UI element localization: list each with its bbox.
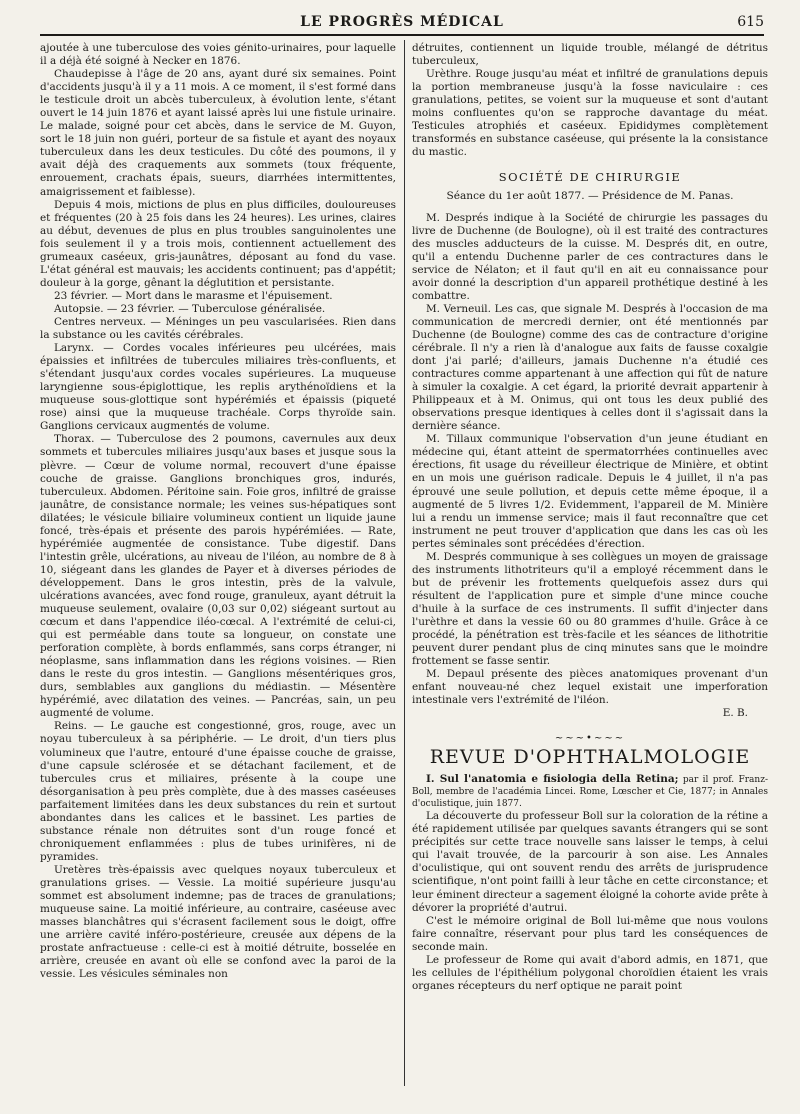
paragraph: M. Després indique à la Société de chirurgie les passages du livre de Duchenne (de Boulogne), où il est traité des contractures des muscles adducteurs de la cuisse. M. Després dit, en outre, qu'il a entendu Duchenne parler de ces contractures dans le service de Nélaton; et il faut qu'il en ait eu connaissance pour avoir donné la description d'un appareil prothétique destiné à les combattre. bbox=[412, 211, 768, 302]
left-column bbox=[40, 42, 396, 1108]
paragraph: M. Verneuil. Les cas, que signale M. Després à l'occasion de ma communication de mercredi dernier, ont été mentionnés par Duchenne (de Boulogne) comme des cas de contracture d'origine cérébrale. Il n'y a rien là d'analogue aux faits de fausse coxalgie dont j'ai parlé; d'ailleurs, jamais Duchenne n'a étudié ces contractures comme appartenant à une affection qui fût de nature à simuler la coxalgie. A cet égard, la priorité devrait appartenir à Philippeaux et à M. Onimus, qui ont tous les deux publié des observations presque identiques à celles dont il s'agissait dans la dernière séance. bbox=[412, 302, 768, 433]
journal-title: LE PROGRÈS MÉDICAL bbox=[300, 14, 504, 30]
paragraph: M. Tillaux communique l'observation d'un jeune étudiant en médecine qui, étant atteint de spermatorrhées continuelles avec érections, fit usage du réveilleur électrique de Minière, et obtint en un mois une guérison radicale. Depuis le 4 juillet, il n'a pas éprouvé une seule pollution, et depuis cette même époque, il a augmenté de 5 livres 1/2. Evidemment, l'appareil de M. Minière lui a rendu un immense service; mais il faut reconnaître que cet instrument ne peut trouver d'application que dans les cas où les pertes séminales sont précédées d'érection. bbox=[412, 433, 768, 550]
paragraph: Thorax. — Tuberculose des 2 poumons, cavernules aux deux sommets et tubercules miliaires jusqu'aux bases et jusque sous la plèvre. — Cœur de volume normal, recouvert d'une épaisse couche de graisse. Ganglions bronchiques gros, indurés, tuberculeux. Abdomen. Péritoine sain. Foie gros, infiltré de graisse jaunâtre, de consistance normale; les veines sus-hépatiques sont dilatées; le vésicule biliaire volumineux contient un liquide jaune foncé, très-épais et présente des parois hypérémiées. — Rate, hypérémiée augmentée de consistance. Tube digestif. Dans l'intestin grêle, ulcérations, au niveau de l'iléon, au nombre de 8 à 10, siégeant dans les glandes de Payer et à diverses périodes de développement. Dans le gros intestin, près de la valvule, ulcérations avancées, avec fond rouge, granuleux, ayant détruit la muqueuse seulement, ovalaire (0,03 sur 0,02) siégeant surtout au cœcum et dans l'appendice iléo-cœcal. A l'extrémité de celui-ci, qui est perméable dans toute sa longueur, on constate une perforation complète, à bords enflammés, sans corps étranger, ni néoplasme, sans inflammation dans les régions voisines. — Rien dans le reste du gros intestin. — Ganglions mésentériques gros, durs, semblables aux ganglions du médiastin. — Mésentère hypérémié, avec dilatation des veines. — Pancréas, sain, un peu augmenté de volume. bbox=[40, 433, 396, 720]
paragraph: Autopsie. — 23 février. — Tuberculose généralisée. bbox=[54, 302, 326, 315]
paragraph: 23 février. — Mort dans le marasme et l'épuisement. bbox=[54, 289, 333, 302]
paragraph: La découverte du professeur Boll sur la coloration de la rétine a été rapidement utilisée par quelques savants étrangers qui se sont précipités sur cette trace nouvelle sans laisser le temps, à celui qui l'avait trouvée, de la parcourir à son aise. Les Annales d'oculistique, qui ont souvent rendu des arrêts de jurisprudence scientifique, n'ont point failli à leur tâche en cette circonstance; et leur éminent directeur a sagement éloigné la cohorte avide prête à dévorer la propriété d'autrui. bbox=[412, 810, 768, 914]
paragraph: Depuis 4 mois, mictions de plus en plus difficiles, douloureuses et fréquentes (20 à 25 fois dans les 24 heures). Les urines, claires au début, devenues de plus en plus troubles sanguinolentes une fois seulement il y a trois mois, contiennent actuellement des grumeaux caséeux, gris-jaunâtres, déposant au fond du vase. L'état général est mauvais; les accidents continuent; pas d'appétit; douleur à la gorge, gênant la déglutition et persistante. bbox=[40, 198, 396, 289]
signature: E. B. bbox=[722, 707, 748, 720]
paragraph: ajoutée à une tuberculose des voies génito-urinaires, pour laquelle il a déjà été soigné à Necker en 1876. bbox=[40, 42, 396, 68]
paragraph: Larynx. — Cordes vocales inférieures peu ulcérées, mais épaissies et infiltrées de tubercules miliaires très-confluents, et s'étendant jusqu'aux cordes vocales supérieures. La muqueuse laryngienne sous-épiglottique, les replis arythénoïdiens et la muqueuse sous-glottique sont hypérémiés et épaissis (piqueté rose) ainsi que la muqueuse trachéale. Corps thyroïde sain. Ganglions cervicaux augmentés de volume. bbox=[40, 342, 396, 433]
society-title: SOCIÉTÉ DE CHIRURGIE bbox=[498, 170, 682, 185]
paragraph: C'est le mémoire original de Boll lui-même que nous voulons faire connaître, réservant pour plus tard les conséquences de seconde main. bbox=[412, 914, 768, 953]
citation bbox=[412, 774, 768, 810]
paragraph: Reins. — Le gauche est congestionné, gros, rouge, avec un noyau tuberculeux à sa périphérie. — Le droit, d'un tiers plus volumineux que l'autre, entouré d'une épaisse couche de graisse, d'une capsule sclérosée et se détachant facilement, et de tubercules crus et miliaires, présente à la coupe une désorganisation à peu près complète, due à des masses caséeuses parfaitement limitées dans les deux substances du rein et surtout abondantes dans les calices et le bassinet. Les parties de substance rénale non détruites sont d'un rouge foncé et chroniquement enflammées : plus de tubes urinifères, ni de pyramides. bbox=[40, 720, 396, 863]
paragraph: Urèthre. Rouge jusqu'au méat et infiltré de granulations depuis la portion membraneuse jusqu'à la fosse naviculaire : ces granulations, petites, se voient sur la muqueuse et sont d'autant moins confluentes qu'on se rapproche davantage du méat. Testicules atrophiés et caséeux. Epididymes complètement transformés en substance caséeuse, qui présente la la consistance du mastic. bbox=[412, 68, 768, 159]
session-line: Séance du 1er août 1877. — Présidence de M. Panas. bbox=[446, 190, 734, 203]
paragraph: Uretères très-épaissis avec quelques noyaux tuberculeux et granulations grises. — Vessie. La moitié supérieure jusqu'au sommet est absolument indemne; pas de traces de granulations; muqueuse saine. La moitié inférieure, au contraire, caséeuse avec masses blanchâtres qui s'écrasent facilement sous le doigt, offre une arrière cavité inféro-postérieure, creusée aux dépens de la prostate anfractueuse : celle-ci est à moitié détruite, bosselée en arrière, creusée en avant où elle se confond avec la paroi de la vessie. Les vésicules séminales non bbox=[40, 863, 396, 981]
paragraph: détruites, contiennent un liquide trouble, mélangé de détritus tuberculeux, bbox=[412, 42, 768, 68]
paragraph: Centres nerveux. — Méninges un peu vascularisées. Rien dans la substance ou les cavités cérébrales. bbox=[40, 315, 396, 342]
page-header bbox=[40, 10, 764, 36]
citation-title: I. Sul l'anatomia e fisiologia della Retina; bbox=[426, 773, 679, 786]
revue-title: REVUE D'OPHTHALMOLOGIE bbox=[429, 746, 751, 769]
citation-rest: par il prof. Franz-Boll, membre de l'académia Lincei. Rome, Lœscher et Cie, 1877; in Annales d'oculistique, juin 1877. bbox=[412, 775, 768, 809]
paragraph: M. Depaul présente des pièces anatomiques provenant d'un enfant nouveau-né chez lequel existait une imperforation intestinale vers l'extrémité de l'iléon. bbox=[412, 668, 768, 707]
paragraph: Le professeur de Rome qui avait d'abord admis, en 1871, que les cellules de l'épithélium polygonal choroïdien étaient les vrais organes récepteurs du nerf optique ne parait point bbox=[412, 953, 768, 992]
column-divider bbox=[404, 40, 405, 1086]
paragraph: Chaudepisse à l'âge de 20 ans, ayant duré six semaines. Point d'accidents jusqu'à il y a 11 mois. A ce moment, il s'est formé dans le testicule droit un abcès tuberculeux, à évolution lente, s'étant ouvert le 14 juin 1876 et ayant laissé après lui une fistule urinaire. Le malade, soigné pour cet abcès, dans le service de M. Guyon, sort le 18 juin non guéri, porteur de sa fistule et ayant des noyaux tuberculeux dans les deux testicules. Du côté des poumons, il y avait déjà des craquements aux sommets (toux fréquente, enrouement, crachats épais, sueurs, diarrhées intermittentes, amaigrissement et faiblesse). bbox=[40, 68, 396, 198]
ornament: ~~~•~~~ bbox=[554, 733, 626, 745]
paragraph: M. Després communique à ses collègues un moyen de graissage des instruments lithotriteurs qu'il a employé récemment dans le but de prévenir les frottements quelquefois assez durs qui résultent de l'application pure et simple d'une mince couche d'huile à la surface de ces instruments. Il suffit d'injecter dans l'urèthre et dans la vessie 60 ou 80 grammes d'huile. Grâce à ce procédé, la pénétration est très-facile et les séances de lithotritie peuvent durer pendant plus de cinq minutes sans que le moindre frottement se fasse sentir. bbox=[412, 550, 768, 668]
right-column bbox=[412, 42, 768, 1108]
page-number: 615 bbox=[737, 14, 764, 30]
